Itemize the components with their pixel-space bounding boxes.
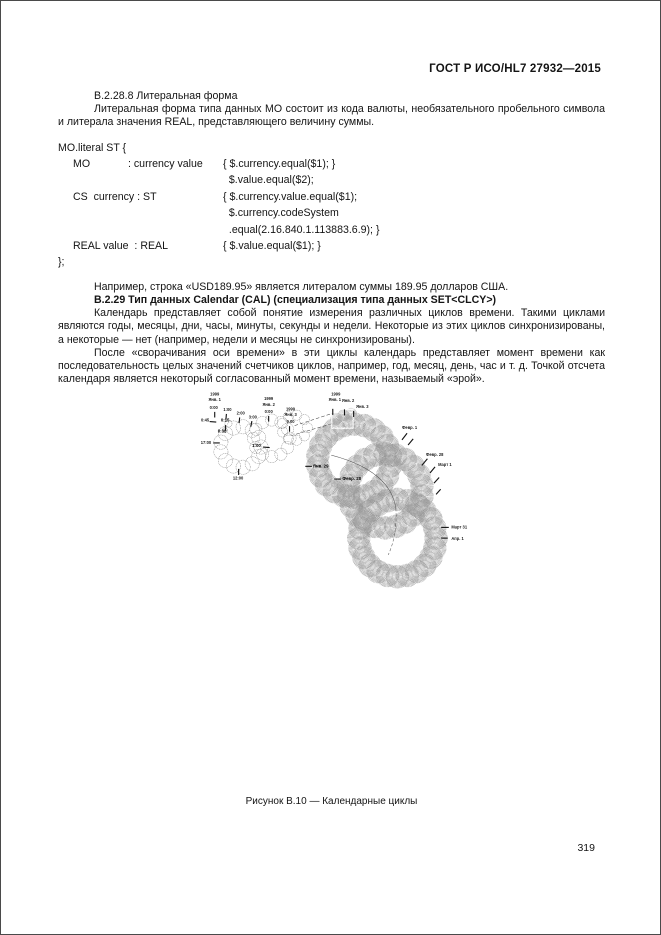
- figure-label: 1999: [264, 396, 274, 402]
- figure-label: Янв. 3: [356, 403, 369, 409]
- figure-label: Янв. 2: [262, 401, 275, 407]
- figure-label: 0:15: [220, 417, 230, 423]
- hour-bead: [218, 453, 232, 467]
- paragraph-example: Например, строка «USD189.95» является литералом суммы 189.95 долларов США.: [94, 280, 509, 293]
- figure-label: 0:00: [209, 404, 218, 410]
- figure-label: 1999: [210, 391, 220, 397]
- hour-bead: [275, 448, 287, 460]
- figure-label: 1999: [331, 391, 341, 397]
- hour-bead: [299, 431, 309, 441]
- code-line: REAL value : REAL { $.value.equal($1); }: [73, 240, 321, 253]
- tick-mark: [263, 447, 270, 448]
- page-header: ГОСТ Р ИСО/HL7 27932—2015: [429, 63, 601, 75]
- figure-calendar-cycles: [1, 389, 661, 791]
- figure-label: 17:00: [200, 439, 212, 445]
- hour-bead: [214, 435, 228, 449]
- figure-label: Февр. 28: [342, 476, 362, 482]
- tick-mark: [251, 421, 252, 427]
- tick-mark: [430, 467, 435, 473]
- hour-bead: [266, 451, 278, 463]
- text-body: [58, 90, 605, 386]
- calendar-cycles-drawing: [1, 389, 661, 791]
- figure-label: Апр. 1: [451, 536, 464, 542]
- figure-label: 0:45: [200, 417, 210, 423]
- figure-label: 0:30: [217, 428, 227, 434]
- tick-mark: [402, 433, 407, 440]
- hour-bead: [245, 457, 259, 471]
- figure-label: 1:00: [223, 406, 232, 412]
- figure-label: 1:00: [252, 443, 261, 449]
- code-line: CS currency : ST { $.currency.value.equal($1);: [73, 190, 358, 203]
- hour-bead: [236, 420, 250, 434]
- section-heading-calendar: В.2.29 Тип данных Calendar (CAL) (специализация типа данных SET<CLCY>): [94, 294, 497, 307]
- figure-label: Янв. 3: [284, 411, 297, 417]
- section-heading-literal-form: В.2.28.8 Литеральная форма: [94, 90, 238, 102]
- figure-caption: Рисунок В.10 — Календарные циклы: [245, 796, 418, 807]
- hour-bead: [275, 416, 287, 428]
- page-number: 319: [577, 842, 595, 854]
- paragraph-calendar-2: После «сворачивания оси времени» в эти циклы календарь представляет момент времени как последовательность целых значений счетчиков циклов, например, год, месяц, день, час и т. д. Точкой отсчета календаря является некоторый согласованный момент времени, называемый «эрой».: [58, 346, 605, 386]
- figure-label: Февр. 1: [401, 425, 418, 431]
- figure-label: Янв. 1: [328, 397, 342, 403]
- figure-label: Янв. 29: [312, 463, 329, 469]
- code-line: .equal(2.16.840.1.113883.6.9); }: [223, 223, 380, 236]
- tick-mark: [434, 478, 439, 484]
- paragraph-calendar-1: Календарь представляет собой понятие измерения различных циклов времени. Такими циклами являются годы, месяцы, дни, часы, минуты, секунды и недели. Некоторые из этих циклов синхронизированы, а некоторые — нет (например, недели и месяцы не синхронизированы).: [58, 307, 605, 346]
- tick-mark: [210, 422, 217, 423]
- paragraph-literal-form: Литеральная форма типа данных MO состоит из кода валюты, необязательного пробельного символа и литерала значения REAL, представляющего величину суммы.: [58, 103, 605, 129]
- hour-bead: [281, 441, 293, 453]
- zoom-connector-line: [295, 413, 333, 425]
- hour-bead: [226, 421, 240, 435]
- hour-bead: [256, 416, 268, 428]
- figure-label: 12:00: [232, 475, 244, 481]
- hour-bead: [302, 423, 312, 433]
- figure-label: Янв. 2: [341, 398, 355, 404]
- hour-bead: [266, 414, 278, 426]
- tick-mark: [408, 439, 413, 445]
- tick-mark: [239, 417, 240, 423]
- code-line: $.value.equal($2);: [223, 174, 314, 187]
- figure-label: 1999: [286, 406, 296, 412]
- code-line: $.currency.codeSystem: [223, 207, 339, 220]
- figure-label: Февр. 28: [425, 452, 444, 458]
- figure-label: 0.00: [286, 419, 295, 425]
- code-line: };: [58, 256, 65, 269]
- figure-label: Март 1: [438, 461, 452, 467]
- figure-label: Янв. 1: [208, 397, 221, 403]
- figure-label: 0:00: [264, 408, 273, 414]
- hour-bead: [299, 414, 309, 424]
- code-line: MO : currency value { $.currency.equal($1); }: [73, 158, 336, 171]
- figure-label: Март 31: [451, 524, 468, 530]
- code-block: [58, 140, 605, 271]
- hour-bead: [252, 449, 266, 463]
- figure-label: 3:00: [248, 414, 257, 420]
- tick-mark: [436, 489, 441, 494]
- figure-label: 2:00: [236, 410, 245, 416]
- code-line: MO.literal ST {: [58, 141, 127, 154]
